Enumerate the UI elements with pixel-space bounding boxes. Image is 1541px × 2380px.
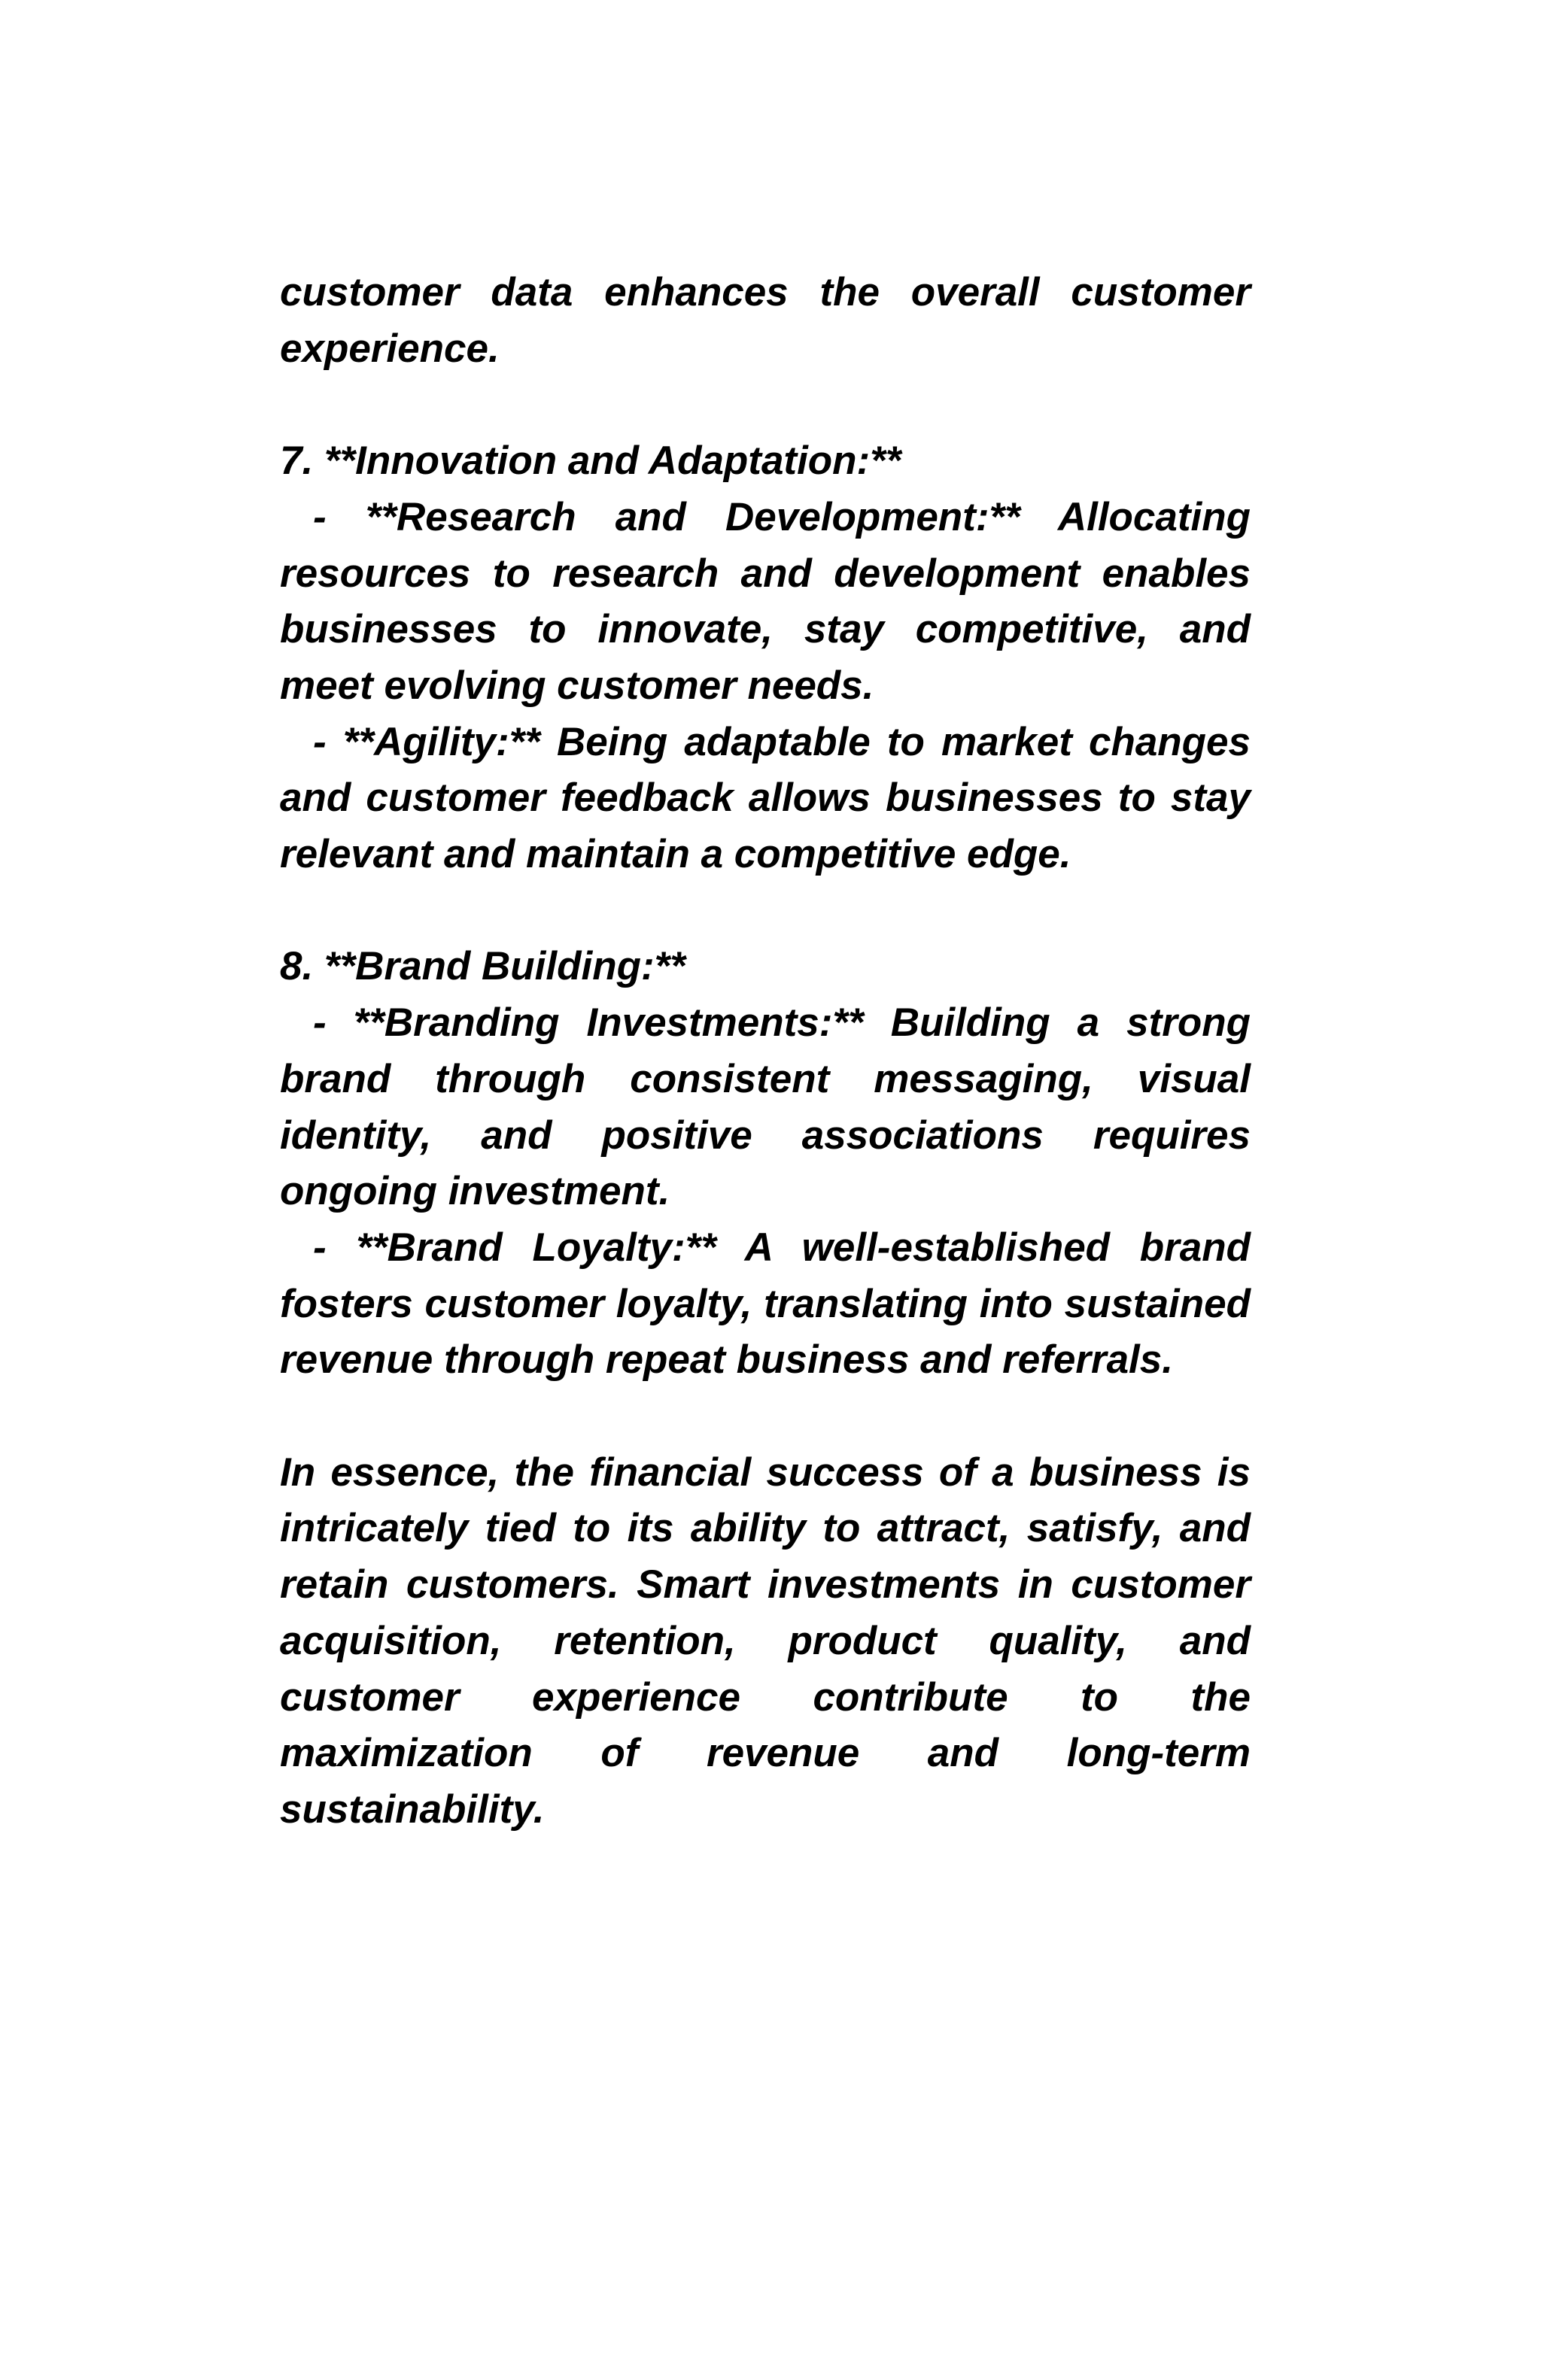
paragraph-spacer xyxy=(280,1389,1251,1445)
bullet-branding-investments: - **Branding Investments:** Building a strong brand through consistent messaging, visual identity, and positive associations requires ongoing investment. xyxy=(280,1000,1251,1214)
paragraph-spacer xyxy=(280,377,1251,433)
bullet-brand-loyalty: - **Brand Loyalty:** A well-established brand fosters customer loyalty, translating into sustained revenue through repeat business and referrals. xyxy=(280,1225,1251,1383)
paragraph-customer-experience: customer data enhances the overall customer experience. xyxy=(280,270,1251,371)
document-page xyxy=(280,265,1251,1838)
paragraph-conclusion: In essence, the financial success of a business is intricately tied to its ability to attract, satisfy, and retain customers. Smart investments in customer acquisition, retention, product quality, and customer experience contribute to the maximization of revenue and long-term sustainability. xyxy=(280,1450,1251,1832)
bullet-agility: - **Agility:** Being adaptable to market changes and customer feedback allows businesses to stay relevant and maintain a competitive edge. xyxy=(280,719,1251,877)
heading-brand-building: 8. **Brand Building:** xyxy=(280,944,685,989)
paragraph-spacer xyxy=(280,883,1251,940)
bullet-research-development: - **Research and Development:** Allocating resources to research and development enables businesses to innovate, stay competitive, and meet evolving customer needs. xyxy=(280,494,1251,708)
heading-innovation-adaptation: 7. **Innovation and Adaptation:** xyxy=(280,439,901,484)
